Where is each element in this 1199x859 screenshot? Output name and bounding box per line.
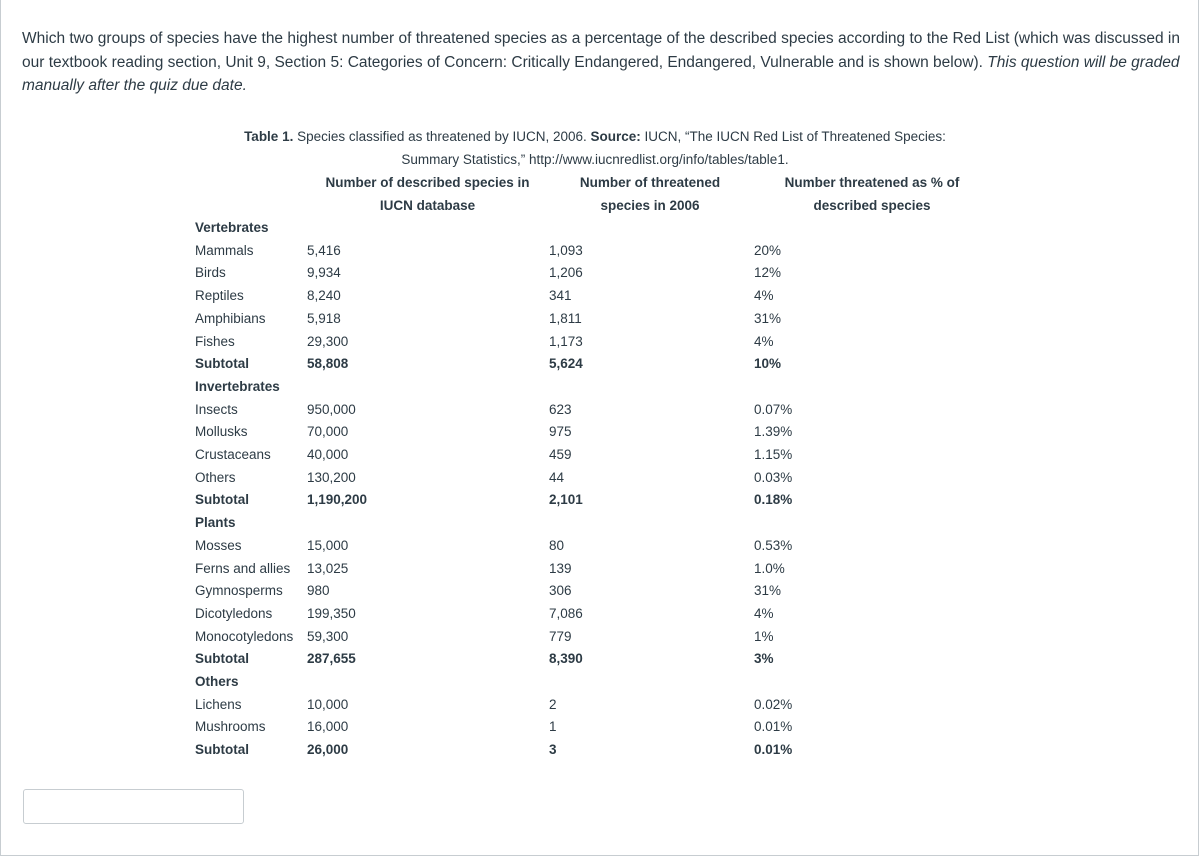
- table-cell-label: Subtotal: [195, 492, 249, 508]
- table-cell-percent: 4%: [754, 288, 774, 304]
- header-described-line2: IUCN database: [379, 198, 476, 213]
- table-cell-percent: 0.01%: [754, 719, 793, 735]
- question-grading-note: This question will be graded manually after the quiz due date.: [22, 53, 1180, 94]
- table-cell-percent: 10%: [754, 356, 782, 372]
- table-cell-described: 70,000: [307, 424, 349, 440]
- table-cell-threatened: 341: [549, 288, 572, 304]
- table-cell-threatened: 1,206: [549, 265, 583, 281]
- table-cell-label: Mushrooms: [195, 719, 266, 735]
- header-described-line1: Number of described species in: [325, 175, 530, 190]
- table-cell-label: Others: [195, 674, 239, 689]
- caption-source-text: IUCN, “The IUCN Red List of Threatened Species:: [640, 129, 946, 144]
- table-cell-percent: 1.15%: [754, 447, 793, 462]
- table-cell-label: Subtotal: [195, 651, 249, 667]
- table-cell-threatened: 1,811: [549, 310, 582, 326]
- table-cell-described: 26,000: [307, 742, 349, 758]
- table-cell-percent: 31%: [754, 310, 782, 326]
- table-caption-line2: Summary Statistics,” http://www.iucnredlist.org/info/tables/table1.: [401, 152, 789, 167]
- table-cell-percent: 0.53%: [754, 537, 793, 553]
- table-cell-described: 58,808: [307, 356, 349, 372]
- caption-source-label: Source:: [590, 129, 641, 144]
- table-cell-threatened: 5,624: [549, 356, 583, 372]
- table-cell-described: 5,918: [307, 310, 341, 326]
- table-cell-percent: 1.39%: [754, 424, 793, 440]
- table-cell-described: 199,350: [307, 605, 356, 621]
- table-cell-label: Ferns and allies: [195, 560, 291, 576]
- table-cell-described: 1,190,200: [307, 492, 368, 508]
- table-cell-percent: 1.0%: [754, 560, 785, 576]
- table-cell-threatened: 1,173: [549, 333, 583, 349]
- table-cell-threatened: 975: [549, 424, 572, 440]
- table-cell-label: Lichens: [195, 696, 242, 712]
- table-cell-described: 5,416: [307, 242, 341, 258]
- table-cell-label: Monocotyledons: [195, 628, 294, 644]
- table-cell-percent: 1%: [754, 628, 774, 644]
- table-cell-label: Dicotyledons: [195, 605, 273, 621]
- caption-text: Species classified as threatened by IUCN, 2006.: [293, 129, 591, 144]
- table-cell-described: 287,655: [307, 651, 356, 667]
- question-main-text: Which two groups of species have the highest number of threatened species as a percentage of the described species according to the Red List (which was discussed in our textbook reading section, Unit 9, Section 5: Categories of Concern: Critically Endangered, Endangered, Vulnerable and is shown below).: [22, 30, 1180, 71]
- header-percent-line2: described species: [813, 198, 931, 213]
- answer-input[interactable]: [23, 789, 244, 824]
- table-cell-percent: 0.07%: [754, 401, 793, 417]
- table-cell-label: Birds: [195, 265, 226, 281]
- table-cell-percent: 0.03%: [754, 469, 793, 485]
- table-cell-label: Mammals: [195, 242, 254, 258]
- table-cell-percent: 0.18%: [754, 492, 793, 508]
- table-cell-threatened: 2,101: [549, 492, 583, 508]
- table-cell-described: 59,300: [307, 628, 349, 644]
- table-cell-described: 10,000: [307, 696, 349, 712]
- table-cell-label: Fishes: [195, 333, 235, 349]
- table-cell-percent: 12%: [754, 265, 782, 281]
- header-threatened-line1: Number of threatened: [579, 175, 721, 190]
- table-cell-threatened: 623: [549, 401, 572, 417]
- table-cell-label: Invertebrates: [195, 378, 280, 394]
- table-cell-label: Mosses: [195, 537, 242, 553]
- table-cell-threatened: 139: [549, 560, 572, 576]
- table-cell-threatened: 80: [549, 537, 565, 553]
- table-caption-line1: [180, 126, 1010, 149]
- table-cell-percent: 0.01%: [754, 742, 793, 758]
- table-cell-threatened: 459: [549, 447, 572, 462]
- table-cell-described: 980: [307, 583, 330, 599]
- table-cell-percent: 4%: [754, 333, 774, 349]
- table-cell-threatened: 8,390: [549, 651, 583, 667]
- table-cell-described: 16,000: [307, 719, 349, 735]
- table-cell-described: 950,000: [307, 401, 356, 417]
- table-cell-percent: 31%: [754, 583, 782, 599]
- table-cell-label: Crustaceans: [195, 447, 271, 462]
- table-cell-described: 15,000: [307, 537, 349, 553]
- table-cell-threatened: 1: [549, 719, 557, 735]
- table-cell-label: Subtotal: [195, 356, 249, 372]
- table-cell-label: Reptiles: [195, 288, 244, 304]
- table-cell-percent: 20%: [754, 242, 782, 258]
- table-cell-label: Subtotal: [195, 742, 249, 758]
- table-cell-described: 13,025: [307, 560, 349, 576]
- table-cell-label: Plants: [195, 515, 236, 531]
- caption-label: Table 1.: [244, 129, 294, 144]
- table-cell-described: 9,934: [307, 265, 341, 281]
- table-cell-label: Vertebrates: [195, 220, 269, 235]
- table-cell-threatened: 306: [549, 583, 572, 599]
- table-cell-described: 130,200: [307, 469, 356, 485]
- header-percent-line1: Number threatened as % of: [784, 175, 960, 190]
- table-cell-threatened: 3: [549, 742, 557, 758]
- table-cell-label: Others: [195, 469, 236, 485]
- table-cell-label: Mollusks: [195, 424, 248, 440]
- table-cell-threatened: 44: [549, 469, 565, 485]
- table-cell-described: 8,240: [307, 288, 341, 304]
- table-cell-threatened: 1,093: [549, 242, 583, 258]
- header-threatened-line2: species in 2006: [600, 198, 700, 213]
- table-cell-label: Insects: [195, 401, 238, 417]
- table-cell-percent: 4%: [754, 605, 774, 621]
- table-cell-percent: 0.02%: [754, 696, 793, 712]
- table-cell-percent: 3%: [754, 651, 774, 667]
- table-cell-label: Amphibians: [195, 310, 266, 326]
- table-cell-threatened: 7,086: [549, 605, 583, 621]
- table-cell-described: 40,000: [307, 447, 349, 462]
- table-cell-threatened: 779: [549, 628, 572, 644]
- table-cell-threatened: 2: [549, 696, 557, 712]
- table-cell-label: Gymnosperms: [195, 583, 283, 599]
- table-cell-described: 29,300: [307, 333, 349, 349]
